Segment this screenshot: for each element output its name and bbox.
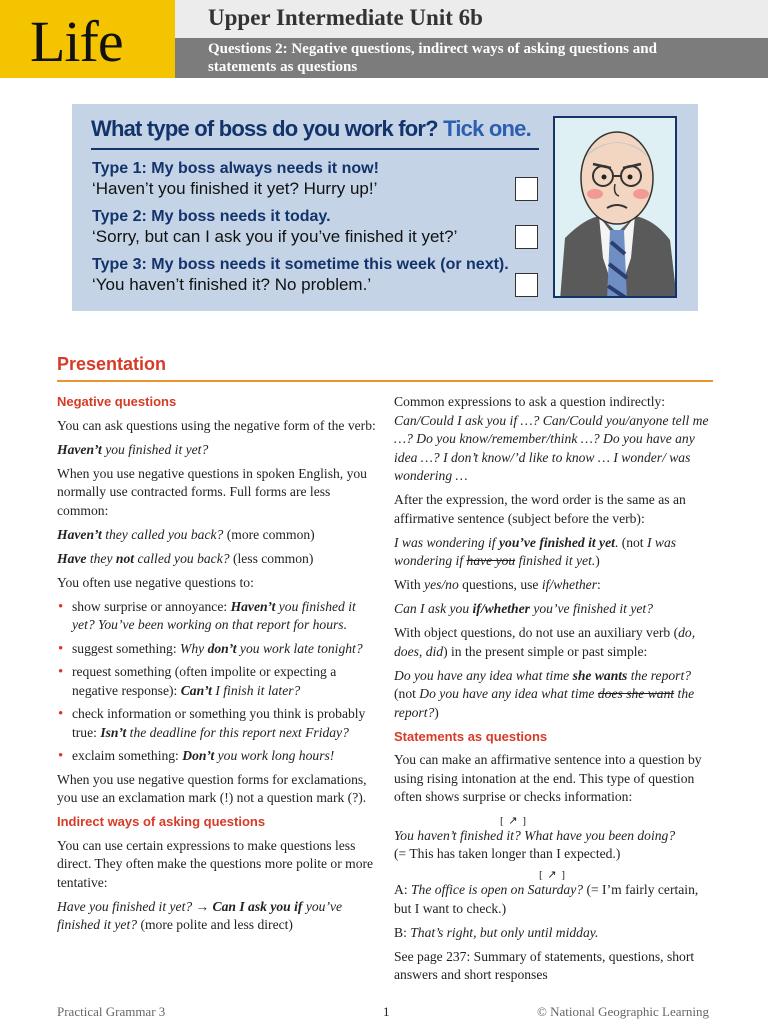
example: Have they not called you back? (less common) [57,550,314,566]
list-item: • suggest something: Why don’t you work late tonight? [57,640,381,659]
uses-list [57,598,381,766]
example: I was wondering if you’ve finished it yet. (not I was wondering if have you finished it yet.) [394,534,677,568]
paragraph: With yes/no questions, use if/whether: [394,577,601,592]
statements-questions-heading: Statements as questions [394,728,548,744]
page-number: 1 [383,1004,390,1019]
example: You haven’t finished it? What have you been doing? [394,827,676,843]
paragraph: You can ask questions using the negative form of the verb: [57,417,376,433]
list-item: • exclaim something: Don’t you work long hours! [57,747,381,766]
list-item: • request something (often impolite or expecting a negative response): Can’t I finish it later? [57,663,381,700]
type-2-checkbox[interactable] [515,225,538,249]
example: B: That’s right, but only until midday. [394,924,599,940]
indirect-questions-heading: Indirect ways of asking questions [57,814,266,829]
paragraph: With object questions, do not use an auxiliary verb (do, does, did) in the present simple or past simple: [394,625,696,659]
quiz-tick-instruction: Tick one. [443,116,531,141]
list-item: • check information or something you think is probably true: Isn’t the deadline for this report next Friday? [57,705,381,742]
quiz-title: What type of boss do you work for? Tick one. [91,116,531,141]
paragraph: After the expression, the word order is the same as an affirmative sentence (subject before the verb): [394,492,686,526]
type-1-heading: Type 1: My boss always needs it now! [92,160,379,177]
example: Can I ask you if/whether you’ve finished it yet? [394,601,653,616]
example: A: The office is open on Saturday? (= I’m fairly certain, but I want to check.) [394,882,699,916]
paragraph: Common expressions to ask a question indirectly: Can/Could I ask you if …? Can/Could you/anyone tell me …? Do you know/remember/think …? Do you have any idea …? I don’t know/’d like to know … I wonder/ was wondering … [394,394,709,483]
type-2-quote: ‘Sorry, but can I ask you if you’ve finished it yet?’ [92,227,458,246]
footer-copyright: © National Geographic Learning [537,1004,709,1019]
list-item: • show surprise or annoyance: Haven’t you finished it yet? You’ve been working on that report for hours. [57,598,381,635]
negative-questions-heading: Negative questions [57,394,177,409]
cross-reference: See page 237: Summary of statements, questions, short answers and short responses [394,948,695,982]
paragraph: When you use negative question forms for exclamations, you use an exclamation mark (!) not a question mark (?). [57,771,367,805]
rising-intonation-arrow: [ ↗ ] [539,869,567,881]
angry-boss-illustration [553,116,677,298]
footer-book-title: Practical Grammar 3 [57,1004,166,1019]
section-divider [57,380,713,382]
type-3-quote: ‘You haven’t finished it? No problem.’ [92,275,372,294]
life-logo: Life [30,9,123,74]
paragraph: When you use negative questions in spoken English, you normally use contracted forms. Full forms are less common: [57,465,367,518]
paragraph: You can use certain expressions to make questions less direct. They often make the questions more polite or more tentative: [57,837,374,890]
type-1-checkbox[interactable] [515,177,538,201]
type-2-heading: Type 2: My boss needs it today. [92,208,331,225]
section-title: Presentation [57,354,167,374]
left-column [57,393,381,940]
quiz-title-underline [91,148,539,150]
type-3-heading: Type 3: My boss needs it sometime this week (or next). [92,256,509,273]
page-title: Upper Intermediate Unit 6b [208,5,483,30]
right-column [394,393,714,990]
paragraph: You often use negative questions to: [57,574,254,590]
example: Haven’t they called you back? (more common) [57,526,315,542]
paragraph: You can make an affirmative sentence into a question by using rising intonation at the end. This type of question often shows surprise or checks information: [394,752,702,804]
example: Haven’t you finished it yet? [57,441,209,457]
example: Do you have any idea what time she wants the report? (not Do you have any idea what time does she want the report?) [394,667,695,720]
example-gloss: (= This has taken longer than I expected.) [394,846,621,861]
type-3-checkbox[interactable] [515,273,538,297]
page-subtitle: Questions 2: Negative questions, indirect ways of asking questions and statements as questions [208,41,657,75]
example: Have you finished it yet? → Can I ask you if you’ve finished it yet? (more polite and less direct) [57,898,343,932]
rising-intonation-arrow: [ ↗ ] [500,814,528,827]
type-1-quote: ‘Haven’t you finished it yet? Hurry up!’ [92,179,378,198]
